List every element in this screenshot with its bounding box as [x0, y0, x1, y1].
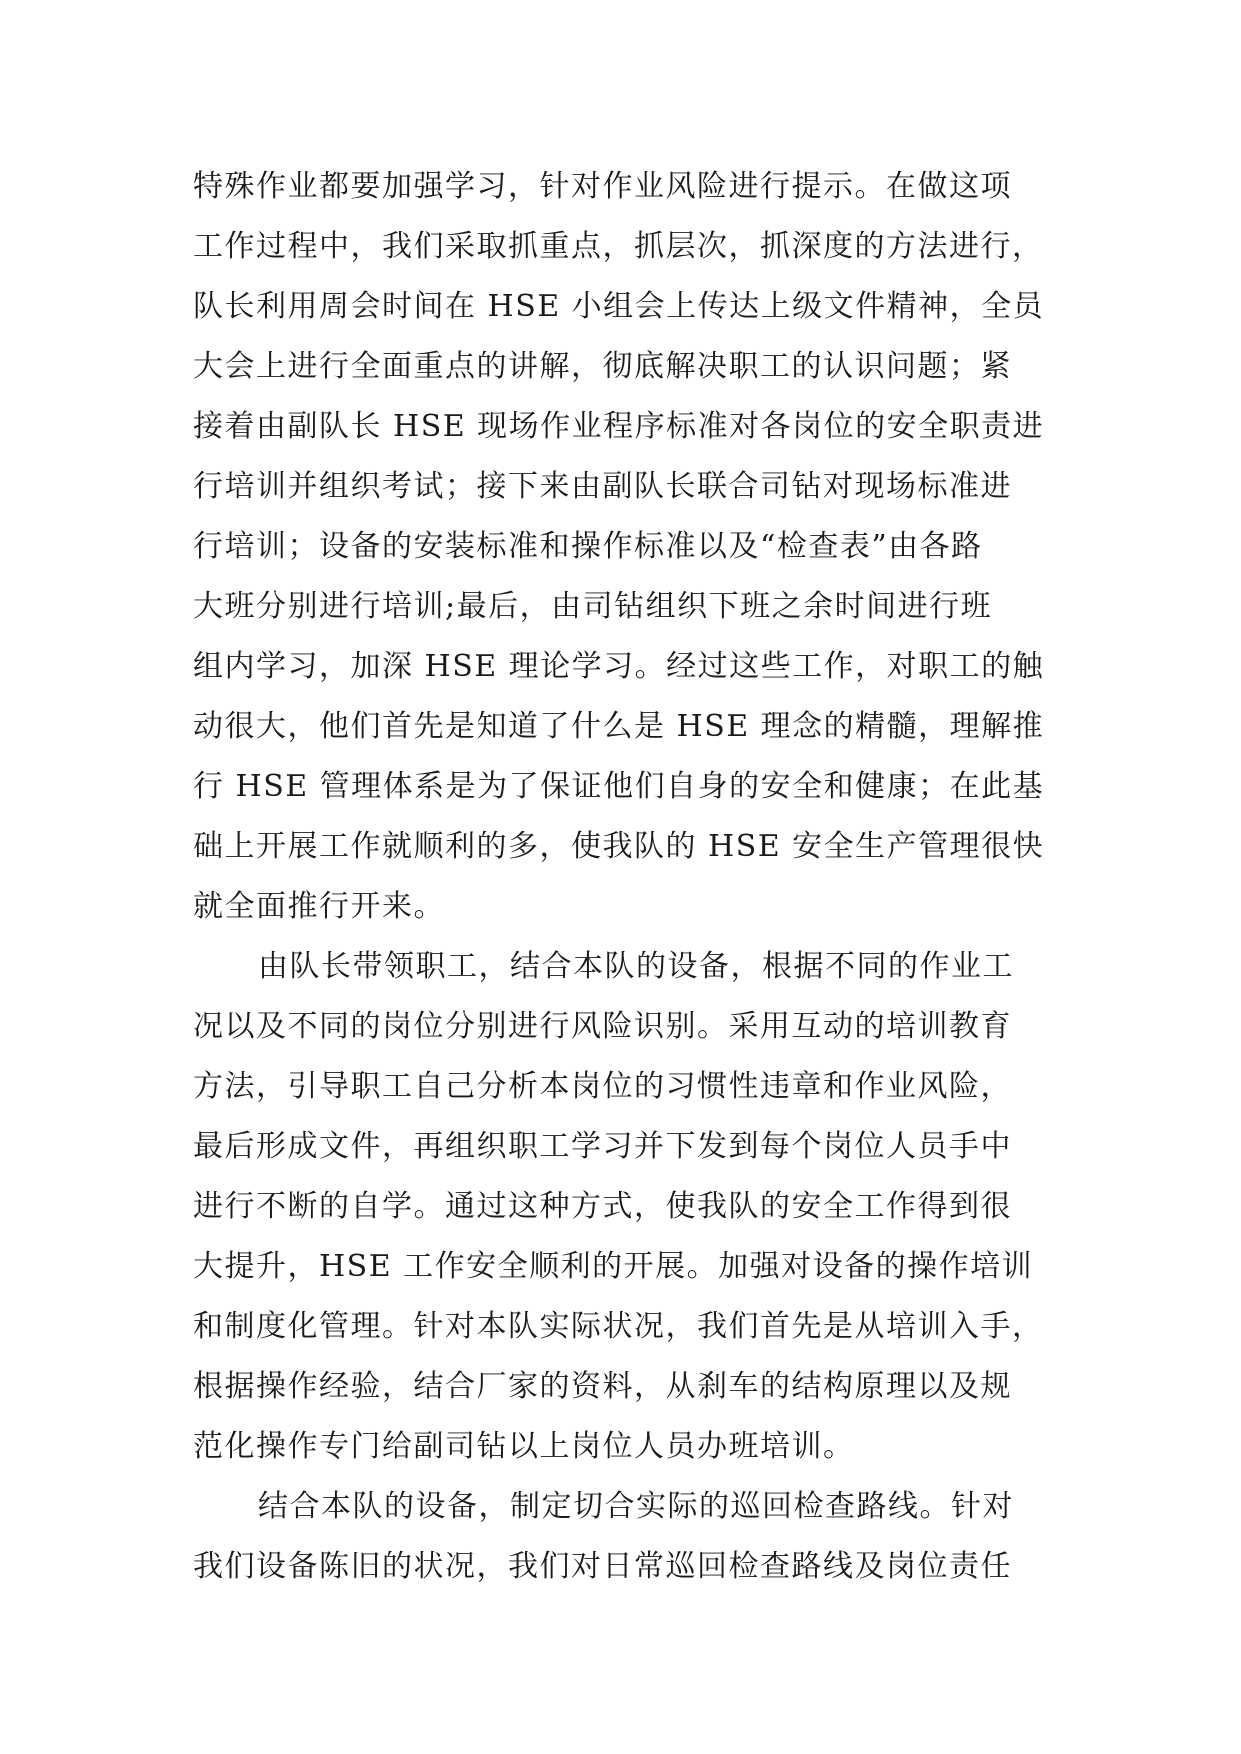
text-line: 和制度化管理。针对本队实际状况，我们首先是从培训入手，	[193, 1309, 1044, 1344]
text-line: 大提升，HSE 工作安全顺利的开展。加强对设备的操作培训	[193, 1249, 1034, 1284]
text-line: 接着由副队长 HSE 现场作业程序标准对各岗位的安全职责进	[193, 409, 1045, 444]
text-line: 大班分别进行培训;最后，由司钻组织下班之余时间进行班	[193, 589, 993, 624]
text-line: 行 HSE 管理体系是为了保证他们自身的安全和健康；在此基	[193, 769, 1045, 804]
text-line: 工作过程中，我们采取抓重点，抓层次，抓深度的方法进行，	[193, 229, 1044, 264]
text-line: 最后形成文件，再组织职工学习并下发到每个岗位人员手中	[193, 1129, 1012, 1164]
text-line: 行培训；设备的安装标准和操作标准以及“检查表”由各路	[193, 529, 983, 564]
text-line: 础上开展工作就顺利的多，使我队的 HSE 安全生产管理很快	[193, 829, 1045, 864]
text-line: 行培训并组织考试；接下来由副队长联合司钻对现场标准进	[193, 469, 1012, 504]
text-line: 范化操作专门给副司钻以上岗位人员办班培训。	[193, 1429, 855, 1464]
text-line: 进行不断的自学。通过这种方式，使我队的安全工作得到很	[193, 1189, 1012, 1224]
text-line: 根据操作经验，结合厂家的资料，从刹车的结构原理以及规	[193, 1369, 1012, 1404]
text-line: 况以及不同的岗位分别进行风险识别。采用互动的培训教育	[193, 1009, 1012, 1044]
text-line: 组内学习，加深 HSE 理论学习。经过这些工作，对职工的触	[193, 649, 1045, 684]
paragraph-first-line: 结合本队的设备，制定切合实际的巡回检查路线。针对	[258, 1489, 1014, 1524]
text-line: 大会上进行全面重点的讲解，彻底解决职工的认识问题；紧	[193, 349, 1012, 384]
text-line: 队长利用周会时间在 HSE 小组会上传达上级文件精神，全员	[193, 289, 1045, 324]
paragraph-first-line: 由队长带领职工，结合本队的设备，根据不同的作业工	[258, 949, 1014, 984]
text-line: 方法，引导职工自己分析本岗位的习惯性违章和作业风险，	[193, 1069, 1012, 1104]
text-line: 我们设备陈旧的状况，我们对日常巡回检查路线及岗位责任	[193, 1549, 1012, 1584]
text-line: 动很大，他们首先是知道了什么是 HSE 理念的精髓，理解推	[193, 709, 1045, 744]
text-line: 特殊作业都要加强学习，针对作业风险进行提示。在做这项	[193, 169, 1012, 204]
text-line: 就全面推行开来。	[193, 889, 445, 924]
body-text	[193, 157, 1073, 1597]
